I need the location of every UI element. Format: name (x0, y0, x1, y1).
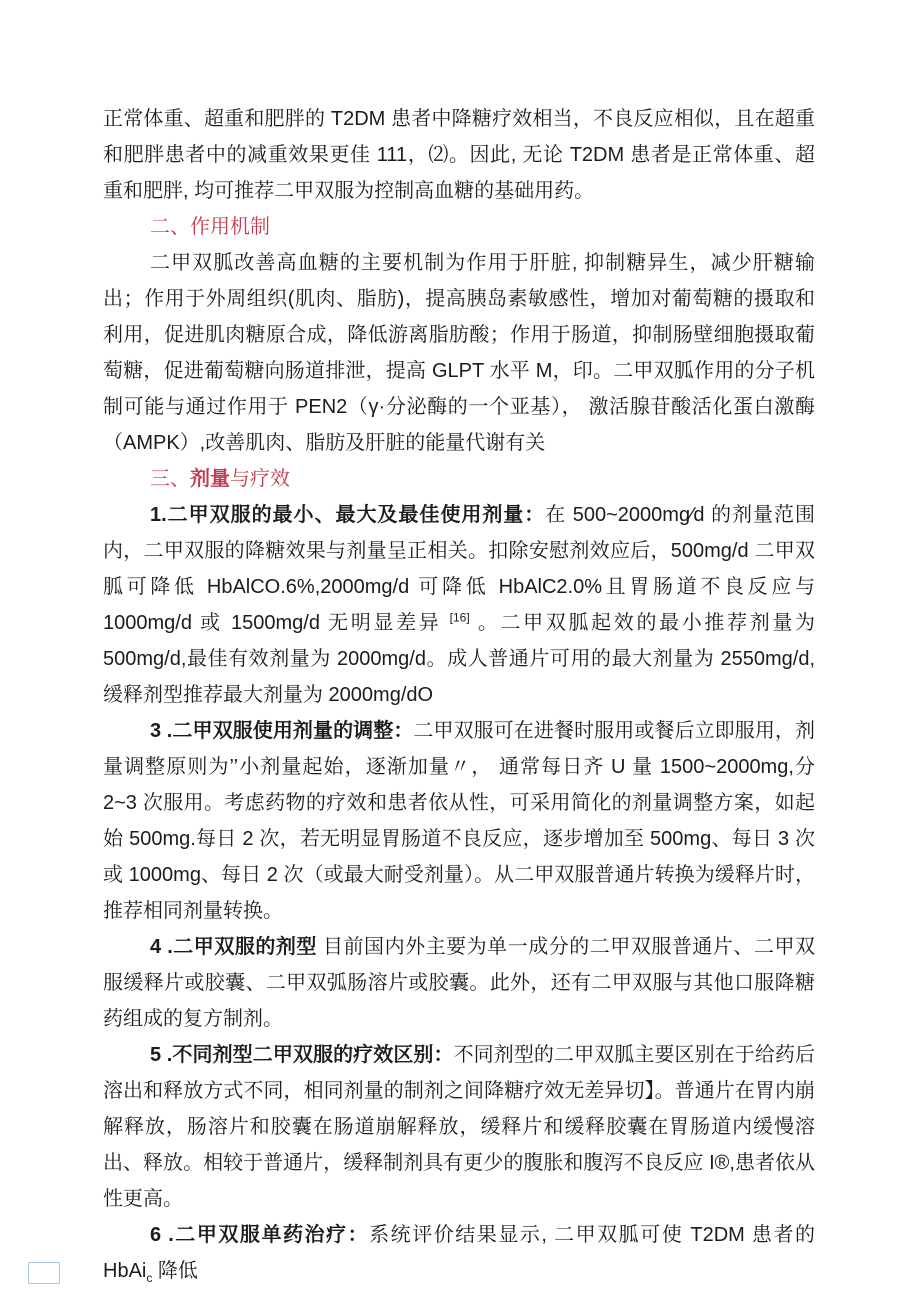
text-segment: 二甲双胍改善高血糖的主要机制为作用于肝脏, 抑制糖异生，减少肝糖输出；作用于外周组织(肌肉、脂肪)，提高胰岛素敏感性，增加对葡萄糖的摄取和利用，促进肌肉糖原合成，降低游离脂肪酸；作用于肠道，抑制肠壁细胞摄取葡萄糖，促进葡萄糖向肠道排泄，提高 GLPT 水平 M，印。二甲双胍作用的分子机制可能与通过作用于 PEN2（γ·分泌酶的一个亚基）， 激活腺苷酸活化蛋白激酶（AMPK）,改善肌肉、脂肪及肝脏的能量代谢有关 (103, 252, 815, 454)
text-segment: 降低 (152, 1260, 198, 1282)
paragraph (103, 713, 815, 929)
paragraph (103, 1217, 815, 1289)
text-segment: 在 500~2000mg∕d 的剂量范围内，二甲双服的降糖效果与剂量呈正相关。扣除安慰剂效应后，500mg/d 二甲双胍可降低 HbAlCO.6%,2000mg/d 可降低 HbAlC2.0%且胃肠道不良反应与 1000mg/d 或 1500mg/d 无明显差异 (103, 504, 815, 634)
bold-lead: 剂量 (190, 468, 230, 490)
bold-lead: 3 .二甲双服使用剂量的调整： (150, 720, 414, 742)
text-segment: 与疗效 (230, 468, 290, 490)
superscript-ref: [16] (449, 610, 470, 625)
text-segment: 目前国内外主要为单一成分的二甲双服普通片、二甲双服缓释片或胶囊、二甲双弧肠溶片或胶囊。此外，还有二甲双服与其他口服降糖药组成的复方制剂。 (103, 936, 815, 1030)
text-segment: 系统评价结果显示, 二甲双胍可使 T2DM 患者的 HbAi (103, 1224, 815, 1282)
bold-lead: 4 .二甲双服的剂型 (150, 936, 317, 958)
paragraph (103, 101, 815, 209)
section-heading (103, 461, 815, 497)
paragraph (103, 245, 815, 461)
section-heading (103, 209, 815, 245)
text-segment: 二、作用机制 (150, 216, 270, 238)
text-segment: 三、 (150, 468, 190, 490)
anchor-box (28, 1262, 60, 1284)
text-segment: 二甲双服可在进餐时服用或餐后立即服用，剂量调整原则为’’小剂量起始，逐渐加量〃， 通常每日齐 U 量 1500~2000mg,分 2~3 次服用。考虑药物的疗效和患者依从性，可采用简化的剂量调整方案，如起始 500mg.每日 2 次，若无明显胃肠道不良反应，逐步增加至 500mg、每日 3 次或 1000mg、每日 2 次（或最大耐受剂量）。从二甲双服普通片转换为缓释片时，推荐相同剂量转换。 (103, 720, 815, 922)
text-segment: 正常体重、超重和肥胖的 T2DM 患者中降糖疗效相当，不良反应相似，且在超重和肥胖患者中的减重效果更佳 111，⑵。因此, 无论 T2DM 患者是正常体重、超重和肥胖, 均可推荐二甲双服为控制高血糖的基础用药。 (103, 108, 815, 202)
paragraph (103, 929, 815, 1037)
bold-lead: 5 .不同剂型二甲双服的疗效区别： (150, 1044, 454, 1066)
document-body (103, 101, 815, 1289)
text-segment: 不同剂型的二甲双胍主要区别在于给药后溶出和释放方式不同，相同剂量的制剂之间降糖疗效无差异切】。普通片在胃内崩解释放，肠溶片和胶囊在肠道崩解释放，缓释片和缓释胶囊在胃肠道内缓慢溶出、释放。相较于普通片，缓释制剂具有更少的腹胀和腹泻不良反应 I®,患者依从性更高。 (103, 1044, 815, 1210)
paragraph (103, 497, 815, 713)
bold-lead: 6 .二甲双服单药治疗： (150, 1224, 370, 1246)
subscript: c (146, 1271, 153, 1285)
paragraph (103, 1037, 815, 1217)
bold-lead: 1.二甲双服的最小、最大及最佳使用剂量： (150, 504, 546, 526)
text-segment: 。二甲双胍起效的最小推荐剂量为 500mg/d,最佳有效剂量为 2000mg/d。成人普通片可用的最大剂量为 2550mg/d,缓释剂型推荐最大剂量为 2000mg/dO (103, 612, 815, 706)
